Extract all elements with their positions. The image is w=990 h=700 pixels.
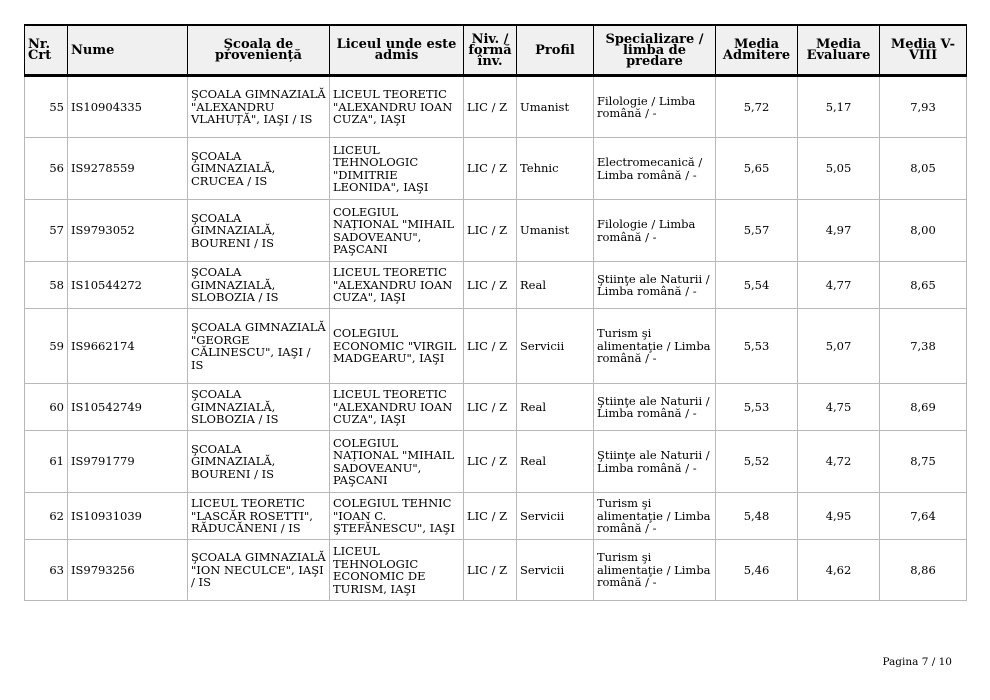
table-row xyxy=(25,431,967,493)
page-number: Pagina 7 / 10 xyxy=(882,656,952,668)
cell-niv: LIC / Z xyxy=(464,309,517,384)
cell-media-v-viii: 8,69 xyxy=(880,384,967,431)
cell-media-admitere: 5,72 xyxy=(716,76,798,138)
cell-media-admitere: 5,53 xyxy=(716,309,798,384)
cell-nr: 63 xyxy=(25,540,68,601)
cell-nr: 62 xyxy=(25,493,68,540)
cell-specializare: Filologie / Limba română / - xyxy=(594,76,716,138)
cell-liceu: COLEGIUL NAȚIONAL "MIHAIL SADOVEANU", PAŞCANI xyxy=(330,200,464,262)
cell-nr: 56 xyxy=(25,138,68,200)
cell-profil: Real xyxy=(517,384,594,431)
cell-niv: LIC / Z xyxy=(464,431,517,493)
cell-niv: LIC / Z xyxy=(464,493,517,540)
cell-nume: IS9793052 xyxy=(68,200,188,262)
cell-niv: LIC / Z xyxy=(464,262,517,309)
cell-liceu: COLEGIUL TEHNIC "IOAN C. ŞTEFĂNESCU", IAŞI xyxy=(330,493,464,540)
cell-profil: Real xyxy=(517,262,594,309)
cell-media-v-viii: 8,75 xyxy=(880,431,967,493)
cell-scoala: ŞCOALA GIMNAZIALĂ, BOURENI / IS xyxy=(188,431,330,493)
cell-niv: LIC / Z xyxy=(464,138,517,200)
cell-specializare: Turism şi alimentaţie / Limba română / - xyxy=(594,493,716,540)
header-media-admitere: Media Admitere xyxy=(716,25,798,76)
cell-specializare: Turism şi alimentaţie / Limba română / - xyxy=(594,540,716,601)
cell-media-v-viii: 8,05 xyxy=(880,138,967,200)
cell-scoala: ŞCOALA GIMNAZIALĂ, SLOBOZIA / IS xyxy=(188,384,330,431)
cell-nume: IS10544272 xyxy=(68,262,188,309)
cell-scoala: ŞCOALA GIMNAZIALĂ "GEORGE CĂLINESCU", IAŞI / IS xyxy=(188,309,330,384)
table-row xyxy=(25,540,967,601)
cell-nume: IS9791779 xyxy=(68,431,188,493)
cell-media-v-viii: 8,00 xyxy=(880,200,967,262)
table-row xyxy=(25,309,967,384)
cell-media-evaluare: 5,05 xyxy=(798,138,880,200)
cell-media-v-viii: 7,38 xyxy=(880,309,967,384)
cell-liceu: LICEUL TEHNOLOGIC ECONOMIC DE TURISM, IAŞI xyxy=(330,540,464,601)
table-row xyxy=(25,384,967,431)
cell-liceu: COLEGIUL ECONOMIC "VIRGIL MADGEARU", IAŞI xyxy=(330,309,464,384)
header-media-v-viii: Media V-VIII xyxy=(880,25,967,76)
cell-liceu: LICEUL TEORETIC "ALEXANDRU IOAN CUZA", IAŞI xyxy=(330,384,464,431)
cell-scoala: LICEUL TEORETIC "LASCĂR ROSETTI", RĂDUCĂNENI / IS xyxy=(188,493,330,540)
cell-scoala: ŞCOALA GIMNAZIALĂ, CRUCEA / IS xyxy=(188,138,330,200)
cell-profil: Servicii xyxy=(517,309,594,384)
cell-media-v-viii: 8,65 xyxy=(880,262,967,309)
cell-scoala: ŞCOALA GIMNAZIALĂ "ALEXANDRU VLAHUȚĂ", IAŞI / IS xyxy=(188,76,330,138)
cell-nr: 61 xyxy=(25,431,68,493)
cell-media-evaluare: 4,62 xyxy=(798,540,880,601)
cell-nr: 55 xyxy=(25,76,68,138)
cell-nume: IS10904335 xyxy=(68,76,188,138)
cell-nume: IS9278559 xyxy=(68,138,188,200)
cell-nume: IS10542749 xyxy=(68,384,188,431)
cell-nume: IS9662174 xyxy=(68,309,188,384)
header-nivel-forma: Niv. / formă înv. xyxy=(464,25,517,76)
cell-media-v-viii: 7,93 xyxy=(880,76,967,138)
cell-media-evaluare: 4,77 xyxy=(798,262,880,309)
cell-specializare: Ştiinţe ale Naturii / Limba română / - xyxy=(594,262,716,309)
cell-niv: LIC / Z xyxy=(464,76,517,138)
cell-media-evaluare: 4,97 xyxy=(798,200,880,262)
table-row xyxy=(25,76,967,138)
cell-nume: IS10931039 xyxy=(68,493,188,540)
header-specializare: Specializare / limba de predare xyxy=(594,25,716,76)
header-liceu-admis: Liceul unde este admis xyxy=(330,25,464,76)
cell-profil: Umanist xyxy=(517,200,594,262)
cell-media-admitere: 5,53 xyxy=(716,384,798,431)
cell-media-v-viii: 7,64 xyxy=(880,493,967,540)
cell-profil: Tehnic xyxy=(517,138,594,200)
admission-results-table xyxy=(24,24,967,601)
cell-profil: Umanist xyxy=(517,76,594,138)
cell-niv: LIC / Z xyxy=(464,384,517,431)
cell-nr: 57 xyxy=(25,200,68,262)
cell-specializare: Turism şi alimentaţie / Limba română / - xyxy=(594,309,716,384)
cell-media-admitere: 5,65 xyxy=(716,138,798,200)
header-nr-crt: Nr. Crt xyxy=(25,25,68,76)
header-nume: Nume xyxy=(68,25,188,76)
cell-media-evaluare: 5,07 xyxy=(798,309,880,384)
cell-nr: 58 xyxy=(25,262,68,309)
cell-media-v-viii: 8,86 xyxy=(880,540,967,601)
cell-liceu: LICEUL TEHNOLOGIC "DIMITRIE LEONIDA", IAŞI xyxy=(330,138,464,200)
cell-liceu: COLEGIUL NAȚIONAL "MIHAIL SADOVEANU", PAŞCANI xyxy=(330,431,464,493)
cell-media-evaluare: 4,95 xyxy=(798,493,880,540)
cell-profil: Real xyxy=(517,431,594,493)
cell-nr: 59 xyxy=(25,309,68,384)
cell-media-admitere: 5,46 xyxy=(716,540,798,601)
cell-media-evaluare: 4,75 xyxy=(798,384,880,431)
cell-specializare: Ştiinţe ale Naturii / Limba română / - xyxy=(594,431,716,493)
table-header-row xyxy=(25,25,967,76)
cell-media-admitere: 5,48 xyxy=(716,493,798,540)
cell-niv: LIC / Z xyxy=(464,540,517,601)
cell-niv: LIC / Z xyxy=(464,200,517,262)
header-profil: Profil xyxy=(517,25,594,76)
table-row xyxy=(25,493,967,540)
cell-profil: Servicii xyxy=(517,540,594,601)
cell-profil: Servicii xyxy=(517,493,594,540)
table-row xyxy=(25,262,967,309)
cell-media-admitere: 5,52 xyxy=(716,431,798,493)
results-table-container xyxy=(24,24,966,601)
cell-scoala: ŞCOALA GIMNAZIALĂ, SLOBOZIA / IS xyxy=(188,262,330,309)
header-media-evaluare: Media Evaluare xyxy=(798,25,880,76)
header-scoala-provenienta: Şcoala de proveniență xyxy=(188,25,330,76)
cell-media-admitere: 5,54 xyxy=(716,262,798,309)
table-row xyxy=(25,200,967,262)
cell-liceu: LICEUL TEORETIC "ALEXANDRU IOAN CUZA", IAŞI xyxy=(330,76,464,138)
cell-nr: 60 xyxy=(25,384,68,431)
cell-liceu: LICEUL TEORETIC "ALEXANDRU IOAN CUZA", IAŞI xyxy=(330,262,464,309)
cell-specializare: Electromecanică / Limba română / - xyxy=(594,138,716,200)
cell-media-evaluare: 5,17 xyxy=(798,76,880,138)
cell-media-admitere: 5,57 xyxy=(716,200,798,262)
cell-specializare: Ştiinţe ale Naturii / Limba română / - xyxy=(594,384,716,431)
table-row xyxy=(25,138,967,200)
cell-scoala: ŞCOALA GIMNAZIALĂ, BOURENI / IS xyxy=(188,200,330,262)
cell-specializare: Filologie / Limba română / - xyxy=(594,200,716,262)
cell-nume: IS9793256 xyxy=(68,540,188,601)
cell-scoala: ŞCOALA GIMNAZIALĂ "ION NECULCE", IAŞI / IS xyxy=(188,540,330,601)
cell-media-evaluare: 4,72 xyxy=(798,431,880,493)
